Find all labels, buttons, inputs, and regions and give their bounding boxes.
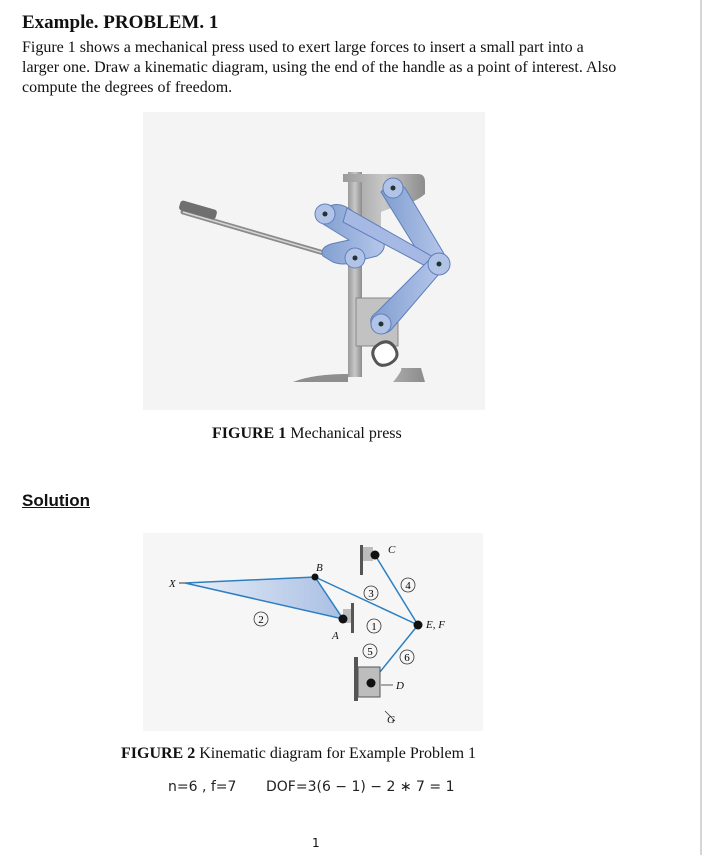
- figure-2-kinematic-diagram: [143, 533, 483, 731]
- link-number-1: 1: [371, 621, 377, 633]
- figure-2-caption-text: Kinematic diagram for Example Problem 1: [195, 745, 477, 762]
- link-number-5: 5: [367, 646, 373, 658]
- link-number-6: 6: [404, 652, 410, 664]
- problem-title: Example. PROBLEM. 1: [22, 12, 219, 33]
- figure-1-caption-label: FIGURE 1: [212, 425, 287, 442]
- figure-1-illustration: [143, 112, 485, 410]
- page-number: 1: [312, 836, 320, 850]
- label-X: X: [169, 578, 176, 590]
- joint-D: [367, 679, 376, 688]
- mobility-inputs: n=6 , f=7: [168, 779, 237, 795]
- label-A: A: [332, 630, 339, 642]
- figure-2-caption: [121, 745, 476, 763]
- link-number-3: 3: [368, 588, 374, 600]
- ground-G: [354, 657, 358, 701]
- label-EF: E, F: [426, 619, 445, 631]
- label-G: G: [387, 714, 395, 726]
- figure-1-caption: [212, 425, 402, 443]
- joint-C: [371, 551, 380, 560]
- figure-1-caption-text: Mechanical press: [286, 425, 402, 442]
- link-number-4: 4: [405, 580, 411, 592]
- label-D: D: [396, 680, 404, 692]
- label-C: C: [388, 544, 396, 556]
- link-number-2: 2: [258, 614, 264, 626]
- workpiece: [373, 342, 397, 366]
- ground-C: [360, 545, 363, 575]
- problem-statement: Figure 1 shows a mechanical press used to exert large forces to insert a small part into a larger one. Draw a kinematic diagram, using the end of the handle as a point of interest. Also compute the degrees of freedom.: [22, 39, 617, 96]
- label-B: B: [316, 562, 323, 574]
- figure-2-caption-label: FIGURE 2: [121, 745, 196, 762]
- solution-heading: Solution: [22, 491, 90, 510]
- joint-EF: [414, 621, 423, 630]
- joint-B: [312, 574, 319, 581]
- dof-equation: DOF=3(6 − 1) − 2 ∗ 7 = 1: [266, 779, 455, 795]
- joint-A: [339, 615, 348, 624]
- ground-A: [351, 603, 354, 633]
